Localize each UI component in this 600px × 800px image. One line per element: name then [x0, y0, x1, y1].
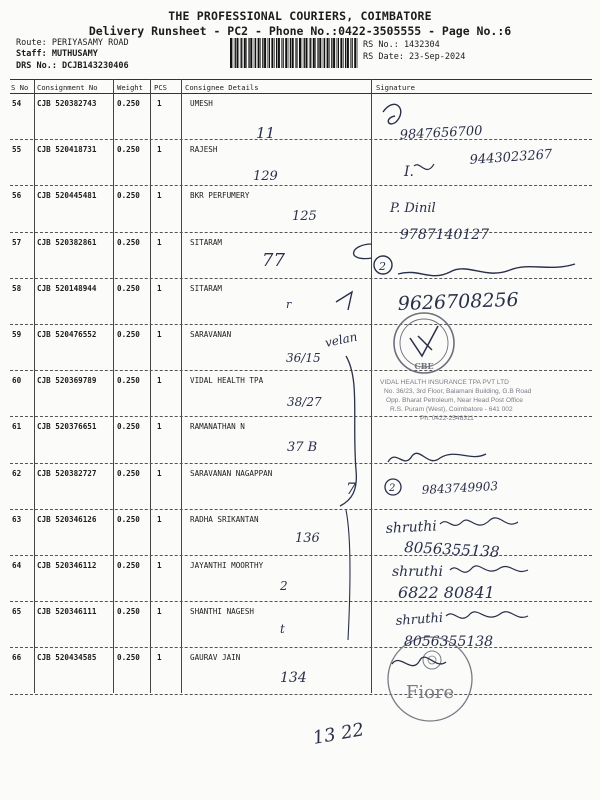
- row-consignment-no: CJB 520382727: [37, 468, 97, 478]
- handwritten-signature: I.: [404, 164, 414, 180]
- row-pcs: 1: [157, 376, 162, 386]
- company-title: THE PROFESSIONAL COURIERS, COIMBATORE: [168, 9, 432, 23]
- handwritten-phone: 8056355138: [404, 634, 494, 650]
- stamp-line: No. 36/23, 3rd Floor, Balamani Building, G.B Road: [384, 388, 532, 395]
- handwritten-mark: 7: [346, 479, 357, 498]
- handwritten-signature: shruthi: [395, 610, 444, 629]
- row-consignment-no: CJB 520148944: [37, 283, 97, 293]
- row-sno: 62: [12, 468, 22, 478]
- handwritten-mark: 2: [280, 579, 288, 593]
- row-consignee: BKR PERFUMERY: [190, 191, 250, 201]
- row-pcs: 1: [157, 514, 162, 524]
- row-consignee: RAJESH: [190, 145, 218, 155]
- cbe-round-seal: [394, 313, 454, 373]
- row-sno: 60: [12, 376, 22, 386]
- row-weight: 0.250: [117, 99, 140, 108]
- handwritten-phone: 6822 80841: [398, 583, 495, 602]
- row-consignee: SARAVANAN NAGAPPAN: [190, 468, 273, 478]
- handwritten-note: velan: [323, 329, 359, 350]
- handwritten-phone: 9847656700: [399, 123, 483, 143]
- handwritten-mark: 129: [253, 169, 278, 184]
- row-pcs: 1: [157, 422, 162, 432]
- row-pcs: 1: [157, 561, 162, 570]
- row-weight: 0.250: [117, 283, 140, 293]
- column-header-consignee: Consignee Details: [185, 83, 259, 92]
- handwritten-mark: 36/15: [286, 351, 321, 365]
- handwritten-footer-mark: 13 22: [311, 719, 366, 749]
- row-sno: 65: [12, 607, 22, 617]
- row-pcs: 1: [157, 99, 162, 108]
- handwritten-mark: 37 B: [287, 440, 318, 455]
- staff-label: Staff: MUTHUSAMY: [16, 49, 98, 59]
- row-consignment-no: CJB 520476552: [37, 330, 97, 339]
- row-sno: 66: [12, 653, 22, 663]
- stamp-line: R.S. Puram (West), Coimbatore - 641 002: [390, 406, 513, 413]
- handwritten-mark: 11: [256, 124, 276, 142]
- handwritten-signature: shruthi: [385, 518, 438, 537]
- stamp-line: VIDAL HEALTH INSURANCE TPA PVT LTD: [380, 379, 509, 386]
- row-weight: 0.250: [117, 191, 140, 201]
- handwritten-phone: 9626708256: [397, 288, 519, 315]
- rs-number: RS No.: 1432304: [363, 40, 440, 50]
- row-sno: 54: [12, 99, 22, 108]
- row-consignee: GAURAV JAIN: [190, 653, 241, 663]
- row-consignee: VIDAL HEALTH TPA: [190, 376, 264, 386]
- row-weight: 0.250: [117, 376, 140, 386]
- row-sno: 56: [12, 191, 22, 201]
- handwritten-mark: 2: [379, 260, 386, 273]
- row-consignment-no: CJB 520418731: [37, 145, 97, 155]
- rs-date: RS Date: 23-Sep-2024: [363, 52, 466, 62]
- row-sno: 57: [12, 237, 22, 247]
- row-consignment-no: CJB 520346112: [37, 561, 97, 570]
- row-weight: 0.250: [117, 514, 140, 524]
- vidal-health-stamp: [380, 379, 532, 422]
- row-pcs: 1: [157, 145, 162, 155]
- row-sno: 55: [12, 145, 22, 155]
- handwritten-mark: t: [280, 622, 285, 636]
- handwritten-phone: 9443023267: [469, 147, 553, 168]
- column-header-signature: Signature: [376, 83, 415, 92]
- row-consignment-no: CJB 520382743: [37, 99, 97, 108]
- handwritten-mark: 38/27: [287, 395, 322, 409]
- row-pcs: 1: [157, 283, 162, 293]
- handwritten-signature: shruthi: [392, 564, 444, 580]
- handwritten-mark: 2: [389, 483, 396, 494]
- row-consignee: RADHA SRIKANTAN: [190, 514, 259, 524]
- handwritten-phone: 9787140127: [400, 227, 490, 243]
- seal-text: CBE: [414, 361, 434, 371]
- row-consignee: UMESH: [190, 99, 213, 108]
- stamp-line: Opp. Bharat Petroleum, Near Head Post Office: [386, 397, 523, 404]
- row-consignee: RAMANATHAN N: [190, 422, 245, 432]
- handwritten-mark: r: [286, 298, 292, 311]
- row-weight: 0.250: [117, 145, 140, 155]
- row-consignment-no: CJB 520445481: [37, 191, 97, 201]
- row-consignment-no: CJB 520434585: [37, 653, 97, 663]
- row-sno: 61: [12, 422, 22, 432]
- column-header-sno: S No: [11, 83, 29, 92]
- row-weight: 0.250: [117, 607, 140, 617]
- row-sno: 64: [12, 561, 22, 570]
- row-pcs: 1: [157, 653, 162, 663]
- stamp-line: Ph: 0422-2548311: [420, 415, 474, 422]
- row-sno: 58: [12, 283, 22, 293]
- row-weight: 0.250: [117, 422, 140, 432]
- row-consignment-no: CJB 520369789: [37, 376, 97, 386]
- handwritten-mark: 136: [295, 531, 320, 546]
- row-consignment-no: CJB 520376651: [37, 422, 97, 432]
- row-weight: 0.250: [117, 468, 140, 478]
- row-sno: 59: [12, 330, 22, 339]
- row-consignee: SITARAM: [190, 283, 223, 293]
- row-weight: 0.250: [117, 653, 140, 663]
- route-label: Route: PERIYASAMY ROAD: [16, 38, 129, 48]
- handwritten-mark: 134: [280, 670, 307, 686]
- row-weight: 0.250: [117, 237, 140, 247]
- handwritten-phone: 8056355138: [403, 538, 501, 561]
- handwritten-mark: 77: [262, 250, 285, 271]
- row-consignment-no: CJB 520346126: [37, 514, 97, 524]
- column-header-pcs: PCS: [154, 83, 167, 92]
- row-consignee: SHANTHI NAGESH: [190, 607, 255, 617]
- column-header-consignment: Consignment No: [37, 83, 98, 92]
- row-pcs: 1: [157, 468, 162, 478]
- row-pcs: 1: [157, 237, 162, 247]
- row-pcs: 1: [157, 330, 162, 339]
- handwritten-mark: 125: [292, 209, 317, 224]
- handwritten-phone: 9843749903: [421, 479, 499, 497]
- drs-number: DRS No.: DCJB143230406: [16, 61, 129, 71]
- handwritten-signature: P. Dinil: [390, 201, 436, 216]
- row-pcs: 1: [157, 191, 162, 201]
- fiore-text: Fiore: [405, 682, 455, 703]
- row-weight: 0.250: [117, 330, 140, 339]
- runsheet-subtitle: Delivery Runsheet - PC2 - Phone No.:0422-3505555 - Page No.:6: [88, 24, 512, 38]
- row-consignee: JAYANTHI MOORTHY: [190, 561, 264, 570]
- row-consignment-no: CJB 520382861: [37, 237, 97, 247]
- row-consignment-no: CJB 520346111: [37, 607, 97, 617]
- row-weight: 0.250: [117, 561, 140, 570]
- row-sno: 63: [12, 514, 22, 524]
- row-consignee: SITARAM: [190, 237, 223, 247]
- row-pcs: 1: [157, 607, 162, 617]
- column-header-weight: Weight: [117, 83, 143, 92]
- row-consignee: SARAVANAN: [190, 330, 232, 339]
